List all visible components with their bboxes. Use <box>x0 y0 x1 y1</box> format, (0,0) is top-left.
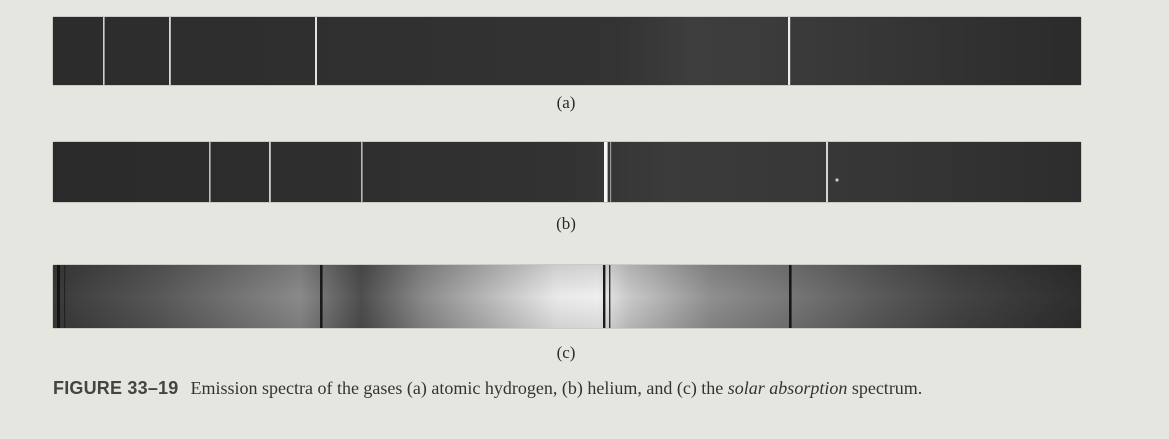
caption-text-start: Emission spectra of the gases (a) atomic hydrogen, (b) helium, and (c) the <box>190 378 728 398</box>
helium-line-3 <box>361 142 363 202</box>
dust-speck <box>835 178 838 181</box>
helium-line-5 <box>610 142 611 202</box>
helium-line-4 <box>604 142 608 202</box>
hydrogen-line-4 <box>788 17 790 85</box>
spectrum-c-solar <box>53 265 1081 328</box>
helium-line-1 <box>209 142 211 202</box>
figure-number: FIGURE 33–19 <box>53 378 179 398</box>
spectrum-b-label: (b) <box>556 214 576 233</box>
hydrogen-line-2 <box>169 17 171 85</box>
absorption-line-2 <box>64 265 65 328</box>
caption-italic-term: solar absorption <box>727 378 848 398</box>
figure-caption <box>53 376 1113 400</box>
spectrum-a-label: (a) <box>556 93 576 112</box>
absorption-line-1 <box>57 265 60 328</box>
spectrum-a-background <box>53 17 1081 85</box>
absorption-line-6 <box>789 265 792 328</box>
hydrogen-line-1 <box>103 17 105 85</box>
caption-text-end: spectrum. <box>847 378 923 398</box>
spectrum-a-hydrogen <box>53 17 1081 85</box>
helium-line-2 <box>269 142 271 202</box>
absorption-line-3 <box>320 265 323 328</box>
hydrogen-line-3 <box>315 17 317 85</box>
spectrum-c-label: (c) <box>556 343 576 362</box>
spectrum-b-background <box>53 142 1081 202</box>
absorption-line-4 <box>603 265 605 328</box>
spectrum-b-helium <box>53 142 1081 202</box>
helium-line-6 <box>826 142 828 202</box>
absorption-line-5 <box>609 265 610 328</box>
